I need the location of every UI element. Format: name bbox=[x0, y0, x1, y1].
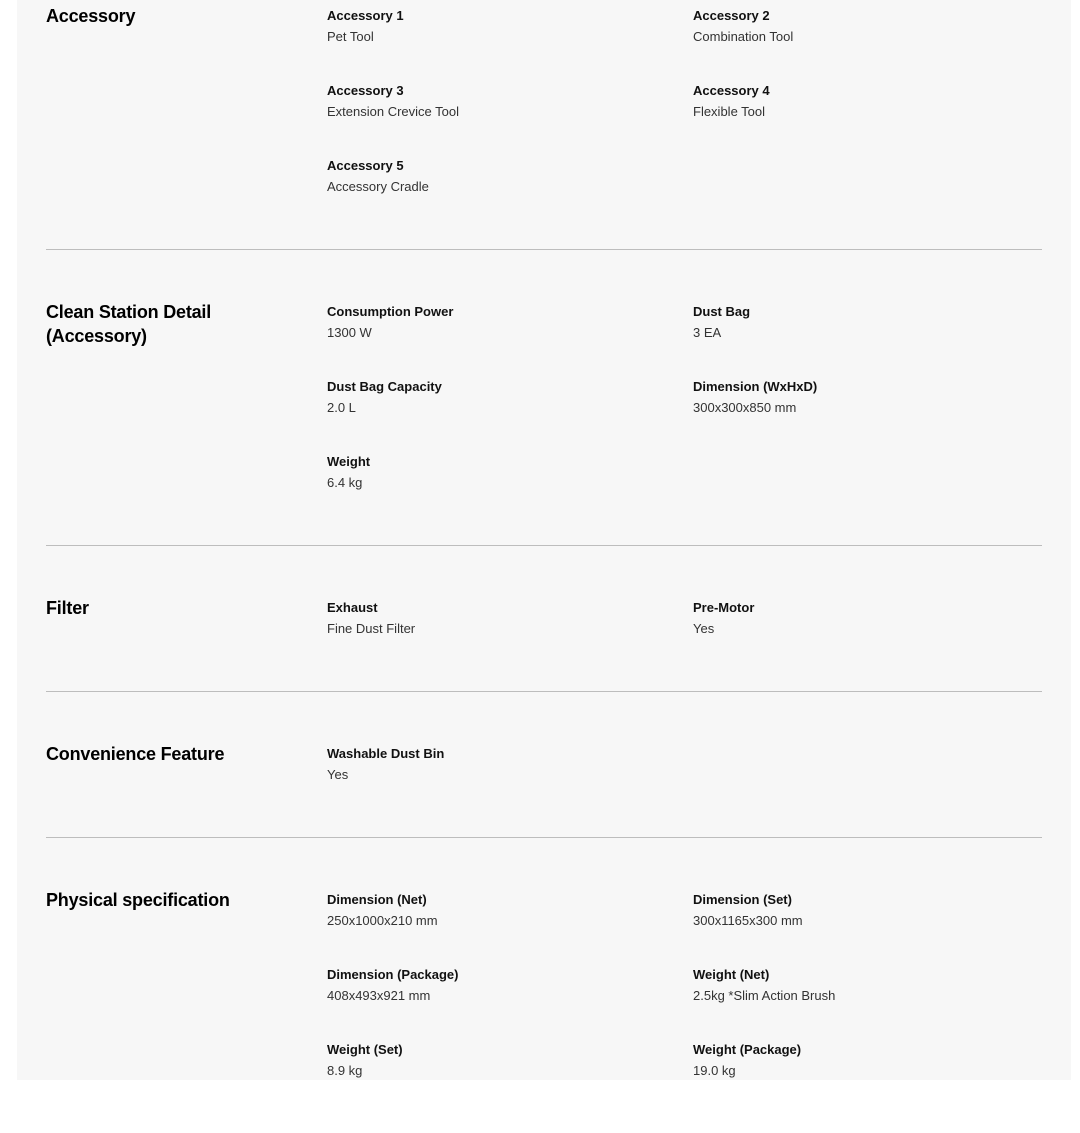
spec-item bbox=[327, 452, 693, 493]
spec-value: Yes bbox=[693, 621, 715, 636]
spec-grid bbox=[327, 6, 1042, 197]
spec-label: Dust Bag Capacity bbox=[327, 379, 442, 394]
section-title: Convenience Feature bbox=[46, 744, 225, 764]
spec-value: Pet Tool bbox=[327, 29, 374, 44]
spec-item bbox=[693, 377, 1042, 418]
spec-item bbox=[327, 156, 693, 197]
spec-value: 300x1165x300 mm bbox=[693, 913, 803, 928]
spec-grid bbox=[327, 744, 1042, 785]
spec-section bbox=[46, 250, 1042, 546]
spec-grid bbox=[327, 890, 1042, 1081]
spec-label: Weight (Net) bbox=[693, 967, 770, 982]
spec-item bbox=[327, 1040, 693, 1081]
section-title: Accessory bbox=[46, 6, 136, 26]
spec-value: 408x493x921 mm bbox=[327, 988, 431, 1003]
spec-label: Dimension (Net) bbox=[327, 892, 427, 907]
spec-label: Washable Dust Bin bbox=[327, 746, 445, 761]
section-title: Clean Station Detail (Accessory) bbox=[46, 302, 212, 346]
spec-label: Exhaust bbox=[327, 600, 378, 615]
spec-item bbox=[327, 890, 693, 931]
spec-item bbox=[693, 6, 1042, 47]
spec-value: Yes bbox=[327, 767, 349, 782]
spec-section bbox=[46, 692, 1042, 838]
spec-grid bbox=[327, 302, 1042, 493]
section-title: Physical specification bbox=[46, 890, 230, 910]
spec-item bbox=[693, 598, 1042, 639]
spec-value: Fine Dust Filter bbox=[327, 621, 416, 636]
spec-label: Dimension (Package) bbox=[327, 967, 459, 982]
spec-value: 2.5kg *Slim Action Brush bbox=[693, 988, 836, 1003]
spec-label: Pre-Motor bbox=[693, 600, 755, 615]
spec-value: Flexible Tool bbox=[693, 104, 766, 119]
section-title: Filter bbox=[46, 598, 89, 618]
spec-item bbox=[327, 81, 693, 122]
spec-item bbox=[693, 890, 1042, 931]
spec-value: Accessory Cradle bbox=[327, 179, 429, 194]
spec-item bbox=[327, 377, 693, 418]
spec-label: Accessory 2 bbox=[693, 8, 770, 23]
spec-item bbox=[327, 744, 693, 785]
spec-label: Accessory 5 bbox=[327, 158, 404, 173]
spec-item bbox=[693, 81, 1042, 122]
spec-value: 3 EA bbox=[693, 325, 722, 340]
spec-value: 300x300x850 mm bbox=[693, 400, 797, 415]
spec-value: 6.4 kg bbox=[327, 475, 363, 490]
spec-label: Weight bbox=[327, 454, 371, 469]
spec-item bbox=[327, 965, 693, 1006]
spec-value: 2.0 L bbox=[327, 400, 356, 415]
spec-value: 250x1000x210 mm bbox=[327, 913, 438, 928]
spec-section bbox=[46, 546, 1042, 692]
spec-value: Extension Crevice Tool bbox=[327, 104, 459, 119]
spec-value: 1300 W bbox=[327, 325, 372, 340]
spec-label: Accessory 1 bbox=[327, 8, 404, 23]
spec-value: 19.0 kg bbox=[693, 1063, 736, 1078]
spec-item bbox=[693, 302, 1042, 343]
spec-label: Weight (Package) bbox=[693, 1042, 802, 1057]
spec-grid bbox=[327, 598, 1042, 639]
spec-label: Accessory 4 bbox=[693, 83, 770, 98]
spec-item bbox=[693, 1040, 1042, 1081]
spec-label: Accessory 3 bbox=[327, 83, 404, 98]
spec-label: Dust Bag bbox=[693, 304, 751, 319]
spec-label: Weight (Set) bbox=[327, 1042, 403, 1057]
spec-label: Dimension (WxHxD) bbox=[693, 379, 818, 394]
spec-item bbox=[327, 6, 693, 47]
spec-item bbox=[327, 302, 693, 343]
spec-section bbox=[46, 838, 1042, 1133]
spec-sections bbox=[46, 0, 1042, 1133]
spec-value: 8.9 kg bbox=[327, 1063, 363, 1078]
spec-section bbox=[46, 0, 1042, 250]
spec-label: Consumption Power bbox=[327, 304, 454, 319]
spec-item bbox=[693, 965, 1042, 1006]
spec-item bbox=[327, 598, 693, 639]
spec-value: Combination Tool bbox=[693, 29, 794, 44]
spec-label: Dimension (Set) bbox=[693, 892, 792, 907]
